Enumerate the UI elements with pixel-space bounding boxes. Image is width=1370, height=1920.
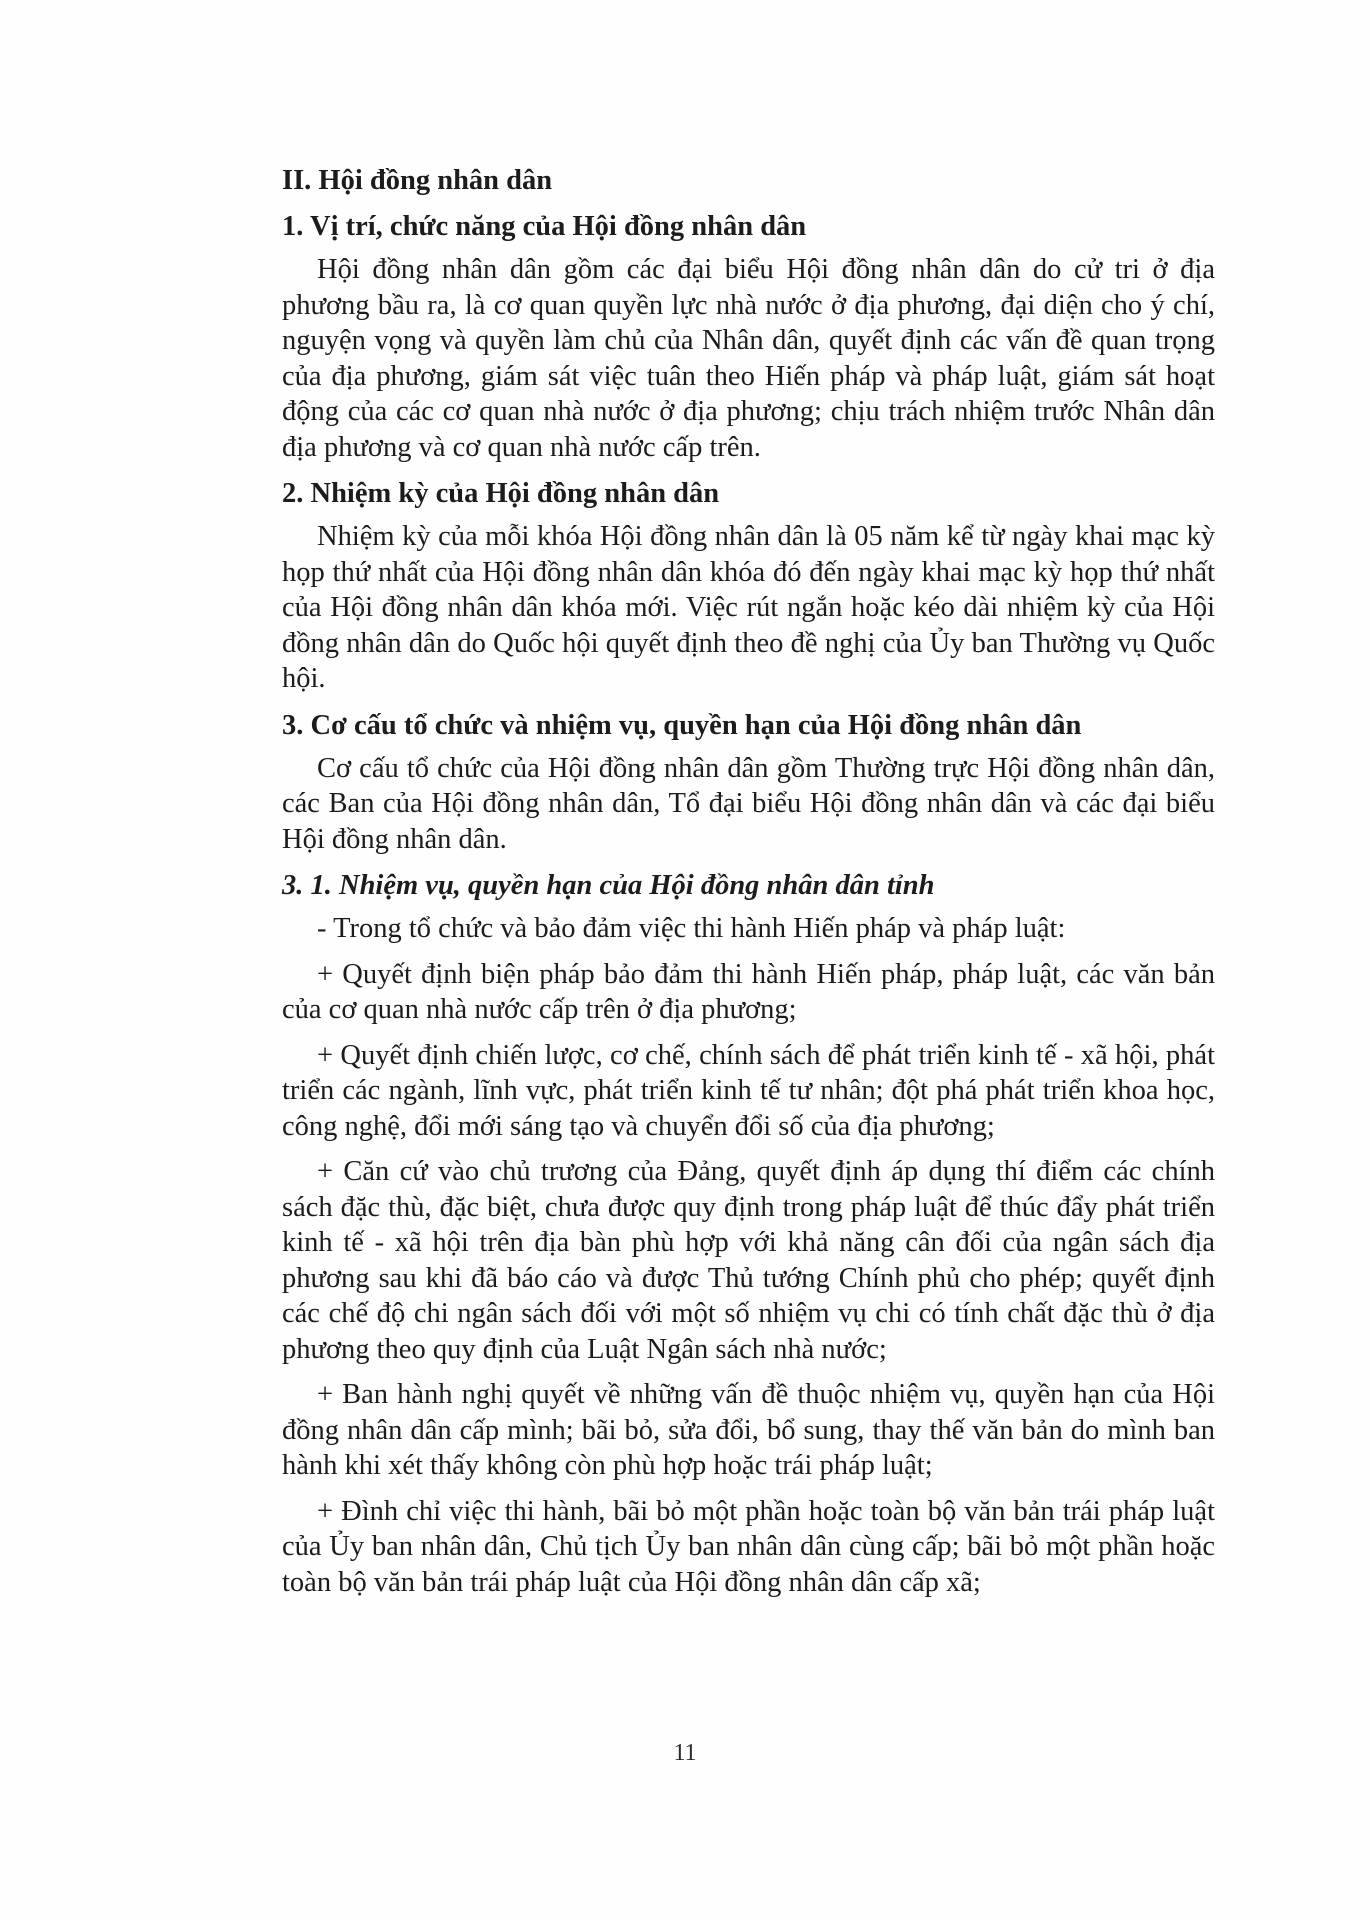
section-1-paragraph: Hội đồng nhân dân gồm các đại biểu Hội đồng nhân dân do cử tri ở địa phương bầu ra, là cơ quan quyền lực nhà nước ở địa phương, đại diện cho ý chí, nguyện vọng và quyền làm chủ của Nhân dân, quyết định các vấn đề quan trọng của địa phương, giám sát việc tuân theo Hiến pháp và pháp luật, giám sát hoạt động của các cơ quan nhà nước ở địa phương; chịu trách nhiệm trước Nhân dân địa phương và cơ quan nhà nước cấp trên. [282,254,1215,463]
list-item: + Căn cứ vào chủ trương của Đảng, quyết định áp dụng thí điểm các chính sách đặc thù, đặc biệt, chưa được quy định trong pháp luật để thúc đẩy phát triển kinh tế - xã hội trên địa bàn phù hợp với khả năng cân đối của ngân sách địa phương sau khi đã báo cáo và được Thủ tướng Chính phủ cho phép; quyết định các chế độ chi ngân sách đối với một số nhiệm vụ chi có tính chất đặc thù ở địa phương theo quy định của Luật Ngân sách nhà nước; [282,1156,1215,1365]
list-item: + Đình chỉ việc thi hành, bãi bỏ một phần hoặc toàn bộ văn bản trái pháp luật của Ủy ban nhân dân, Chủ tịch Ủy ban nhân dân cùng cấp; bãi bỏ một phần hoặc toàn bộ văn bản trái pháp luật của Hội đồng nhân dân cấp xã; [282,1495,1215,1598]
section-title: II. Hội đồng nhân dân [282,165,553,196]
section-2-paragraph: Nhiệm kỳ của mỗi khóa Hội đồng nhân dân là 05 năm kể từ ngày khai mạc kỳ họp thứ nhất của Hội đồng nhân dân khóa đó đến ngày khai mạc kỳ họp thứ nhất của Hội đồng nhân dân khóa mới. Việc rút ngắn hoặc kéo dài nhiệm kỳ của Hội đồng nhân dân do Quốc hội quyết định theo đề nghị của Ủy ban Thường vụ Quốc hội. [282,521,1215,694]
section-1-heading: 1. Vị trí, chức năng của Hội đồng nhân dân [282,211,807,242]
section-3-paragraph: Cơ cấu tổ chức của Hội đồng nhân dân gồm Thường trực Hội đồng nhân dân, các Ban của Hội đồng nhân dân, Tổ đại biểu Hội đồng nhân dân và các đại biểu Hội đồng nhân dân. [282,752,1215,855]
list-item: + Quyết định chiến lược, cơ chế, chính sách để phát triển kinh tế - xã hội, phát triển các ngành, lĩnh vực, phát triển kinh tế tư nhân; đột phá phát triển khoa học, công nghệ, đổi mới sáng tạo và chuyển đổi số của địa phương; [282,1039,1215,1142]
list-item: + Ban hành nghị quyết về những vấn đề thuộc nhiệm vụ, quyền hạn của Hội đồng nhân dân cấp mình; bãi bỏ, sửa đổi, bổ sung, thay thế văn bản do mình ban hành khi xét thấy không còn phù hợp hoặc trái pháp luật; [282,1379,1215,1481]
subsection-intro: - Trong tổ chức và bảo đảm việc thi hành Hiến pháp và pháp luật: [317,913,1066,944]
section-2-heading: 2. Nhiệm kỳ của Hội đồng nhân dân [282,478,720,509]
list-item: + Quyết định biện pháp bảo đảm thi hành Hiến pháp, pháp luật, các văn bản của cơ quan nhà nước cấp trên ở địa phương; [282,958,1215,1025]
page-number: 11 [673,1740,697,1766]
page-content [282,162,1215,1610]
subsection-3-1-heading: 3. 1. Nhiệm vụ, quyền hạn của Hội đồng nhân dân tỉnh [282,870,935,901]
section-3-heading: 3. Cơ cấu tổ chức và nhiệm vụ, quyền hạn của Hội đồng nhân dân [282,709,1082,741]
